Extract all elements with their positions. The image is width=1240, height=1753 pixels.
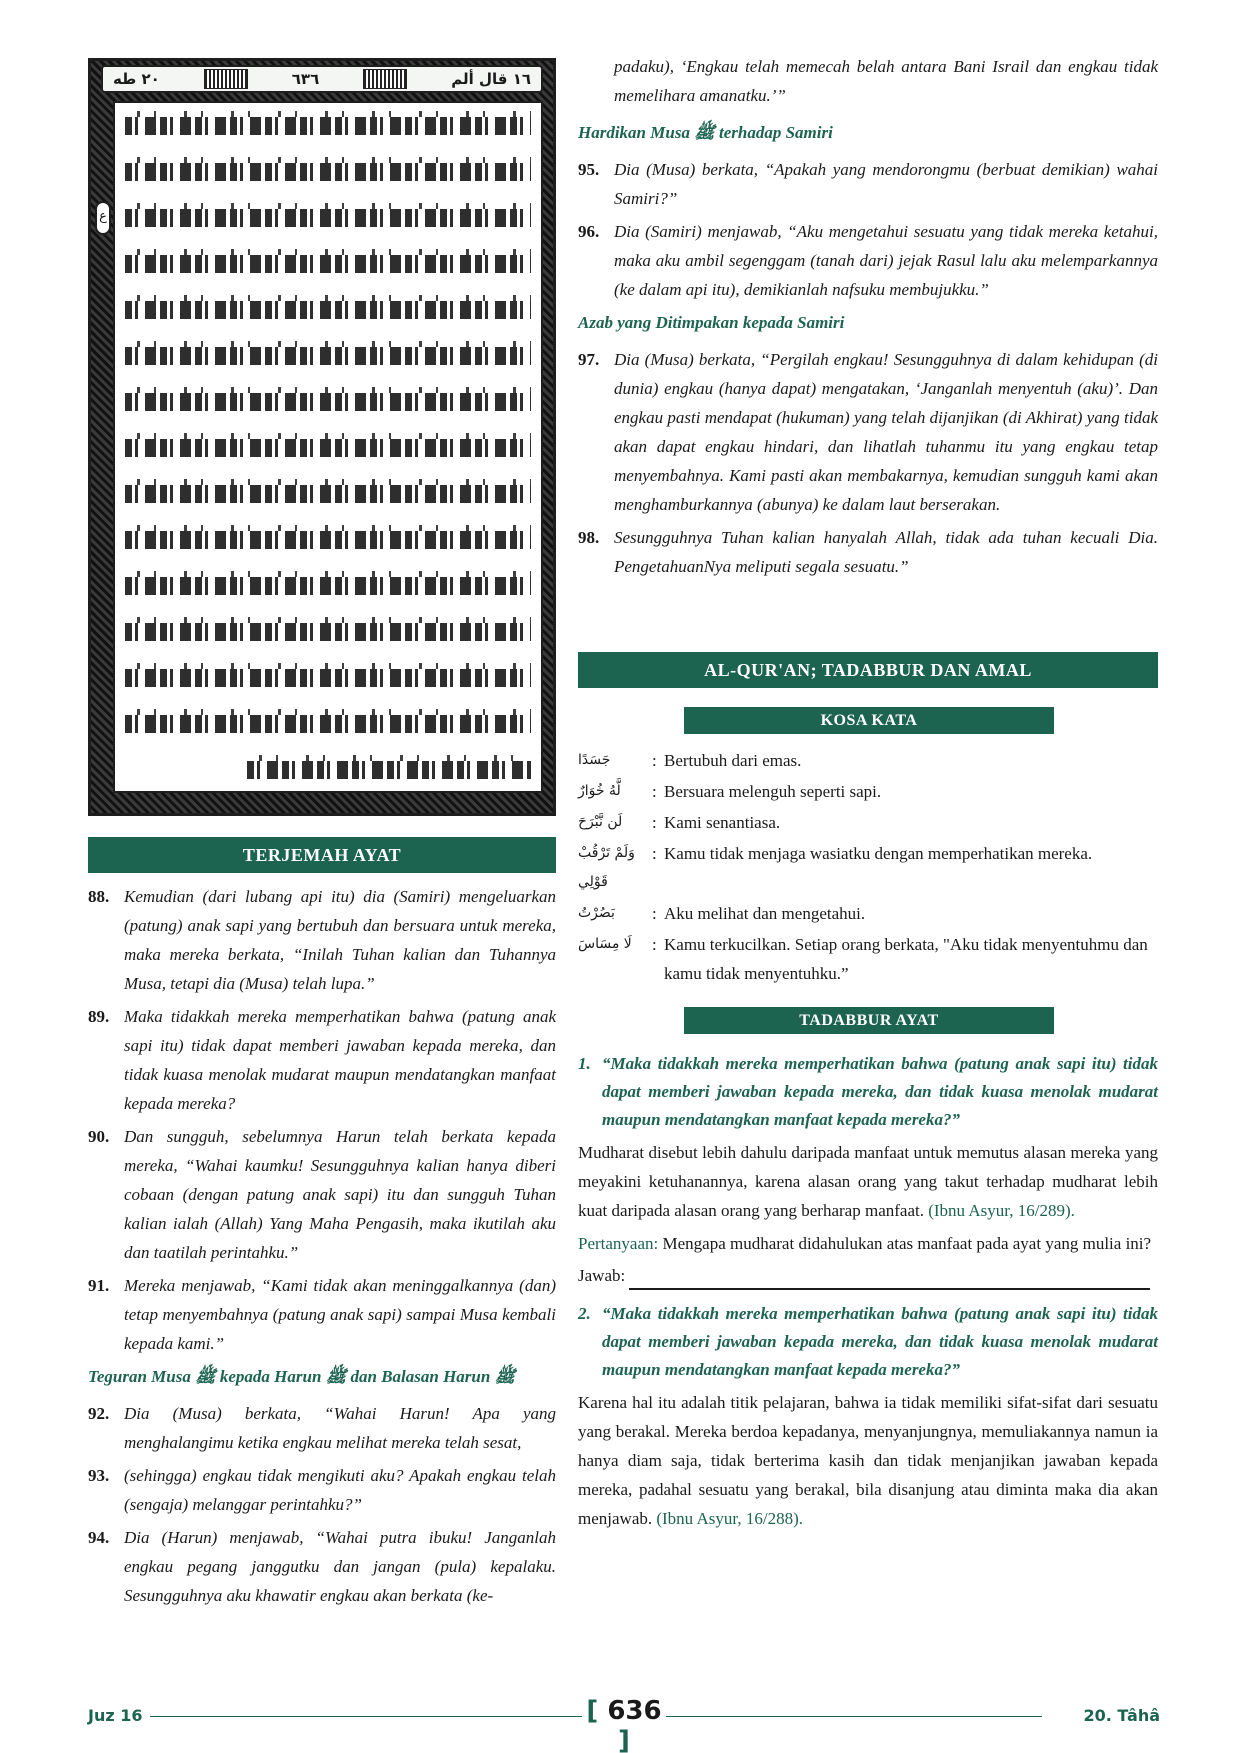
- section-title-tadabbur-ayat: TADABBUR AYAT: [684, 1007, 1054, 1034]
- verse-text: Dia (Harun) menjawab, “Wahai putra ibuku! Janganlah engkau pegang janggutku dan jangan (pula) kepalaku. Sesungguhnya aku khawatir engkau akan berkata (ke-: [124, 1528, 556, 1605]
- verse-item: [578, 523, 1158, 581]
- quran-text-line: [125, 341, 531, 369]
- quran-text-line: [125, 571, 531, 599]
- verse-number: 93.: [88, 1466, 110, 1485]
- tadabbur-quote-text: “Maka tidakkah mereka memperhatikan bahwa (patung anak sapi itu) tidak dapat memberi jawaban kepada mereka, dan tidak kuasa menolak mudarat maupun mendatangkan manfaat kepada mereka?”: [602, 1054, 1158, 1129]
- tadabbur-quote-text: “Maka tidakkah mereka memperhatikan bahwa (patung anak sapi itu) tidak dapat memberi jawaban kepada mereka, dan tidak kuasa menolak mudarat maupun mendatangkan manfaat kepada mereka?”: [602, 1304, 1158, 1379]
- arabic-term: وَلَمْ تَرْقُبْ قَوْلِي: [578, 845, 635, 890]
- vocabulary-item: [578, 777, 1158, 806]
- term-definition: Bersuara melenguh seperti sapi.: [664, 782, 882, 801]
- verse-item: [578, 345, 1158, 519]
- question-paragraph: [578, 1229, 1158, 1258]
- mushaf-header: [101, 65, 543, 93]
- vocabulary-item: [578, 839, 1158, 897]
- tadabbur-quote: [578, 1050, 1158, 1134]
- separator: :: [652, 813, 657, 832]
- verse-number: 98.: [578, 528, 600, 547]
- bracket: [: [586, 1696, 599, 1726]
- verse-item: [88, 1523, 556, 1610]
- verse-item: [578, 155, 1158, 213]
- quran-text-line: [125, 433, 531, 461]
- left-verse-column: [88, 882, 556, 1614]
- quran-text-line: [125, 663, 531, 691]
- verse-text: Mereka menjawab, “Kami tidak akan meninggalkannya (dan) tetap menyembahnya (patung anak sapi) sampai Musa kembali kepada kami.”: [124, 1276, 556, 1353]
- quran-text-line: [125, 111, 531, 139]
- reference: (Ibnu Asyur, 16/288).: [656, 1509, 804, 1528]
- arabic-term: لَّهُ خُوَارٌ: [578, 783, 621, 799]
- verse-item: [88, 1002, 556, 1118]
- tadabbur-section: [578, 1050, 1158, 1537]
- vocabulary-list: [578, 746, 1158, 990]
- subheading-azab: Azab yang Ditimpakan kepada Samiri: [578, 313, 845, 332]
- separator: :: [652, 782, 657, 801]
- quran-text-line: [125, 249, 531, 277]
- quran-text-line: [125, 203, 531, 231]
- verse-list: [578, 155, 1158, 304]
- arabic-term: لَا مِسَاسَ: [578, 936, 632, 952]
- subheading-hardikan: Hardikan Musa ﷺ terhadap Samiri: [578, 123, 833, 142]
- term-definition: Kamu tidak menjaga wasiatku dengan memperhatikan mereka.: [664, 844, 1093, 863]
- footer-rule: [150, 1716, 582, 1717]
- verse-number: 89.: [88, 1007, 110, 1026]
- answer-line[interactable]: [629, 1272, 1150, 1290]
- separator: :: [652, 904, 657, 923]
- verse-number: 95.: [578, 160, 600, 179]
- verse-text: Dia (Musa) berkata, “Apakah yang mendorongmu (berbuat demikian) wahai Samiri?”: [614, 160, 1158, 208]
- verse-number: 96.: [578, 222, 600, 241]
- page-number: [582, 1696, 666, 1753]
- tadabbur-quote: [578, 1300, 1158, 1384]
- verse-item: [88, 1122, 556, 1267]
- section-title-terjemah: TERJEMAH AYAT: [88, 837, 556, 873]
- verse-number: 97.: [578, 350, 600, 369]
- quran-text-line: [125, 617, 531, 645]
- term-definition: Bertubuh dari emas.: [664, 751, 802, 770]
- mushaf-text-panel: [113, 101, 543, 793]
- verse-text: Dia (Samiri) menjawab, “Aku mengetahui sesuatu yang tidak mereka ketahui, maka aku ambil segenggam (tanah dari) jejak Rasul lalu aku melemparkannya (ke dalam api itu), demikianlah nafsuku membujukku.”: [614, 222, 1158, 299]
- footer-rule: [666, 1716, 1042, 1717]
- tadabbur-body: Mudharat disebut lebih dahulu daripada manfaat untuk memutus alasan mereka yang meyakini ketuhanannya, karena alasan orang yang takut terhadap mudharat lebih kuat daripada alasan orang yang berharap manfaat.: [578, 1143, 1158, 1220]
- term-definition: Kami senantiasa.: [664, 813, 781, 832]
- verse-text: (sehingga) engkau tidak mengikuti aku? Apakah engkau telah (sengaja) melanggar perintahku?”: [124, 1466, 556, 1514]
- separator: :: [652, 844, 657, 863]
- separator: :: [652, 935, 657, 954]
- quran-text-line: [125, 525, 531, 553]
- verse-text: Dia (Musa) berkata, “Pergilah engkau! Sesungguhnya di dalam kehidupan (di dunia) engkau (hanya dapat) mengatakan, ‘Janganlah menyentuh (aku)’. Dan engkau pasti mendapat (hukuman) yang telah dijanjikan (di Akhirat) yang tidak akan dapat engkau hindari, dan lihatlah tuhanmu itu yang engkau tetap menyembahnya. Kami pasti akan membakarnya, kemudian sungguh kami akan menghamburkannya (abunya) ke dalam laut berserakan.: [614, 350, 1158, 514]
- tadabbur-paragraph: [578, 1388, 1158, 1533]
- tadabbur-number: 2.: [578, 1304, 591, 1323]
- quran-text-line: [125, 479, 531, 507]
- verse-list: [88, 882, 556, 1358]
- verse-text: Dia (Musa) berkata, “Wahai Harun! Apa yang menghalangimu ketika engkau melihat mereka telah sesat,: [124, 1404, 556, 1452]
- question-label: Pertanyaan:: [578, 1234, 659, 1253]
- section-title-kosa-kata: KOSA KATA: [684, 707, 1054, 734]
- quran-text-line: [125, 755, 531, 783]
- vocabulary-item: [578, 746, 1158, 775]
- tadabbur-number: 1.: [578, 1054, 591, 1073]
- verse-item: [578, 217, 1158, 304]
- tadabbur-body: Karena hal itu adalah titik pelajaran, bahwa ia tidak memiliki sifat-sifat dari sesuatu yang berakal. Mereka berdoa kepadanya, menyanjungnya, memuliakannya namun ia hanya diam saja, tidak berterima kasih dan tidak menjanjikan jawaban kepada mereka, padahal sesuatu yang berakal, bila disanjung atau diminta maka dia akan menjawab.: [578, 1393, 1158, 1528]
- verse-list: [578, 345, 1158, 581]
- question-text: Mengapa mudharat didahulukan atas manfaat pada ayat yang mulia ini?: [662, 1234, 1152, 1253]
- verse-number: 94.: [88, 1528, 110, 1547]
- answer-field[interactable]: [578, 1262, 1158, 1290]
- page-number-value: 636: [607, 1696, 662, 1726]
- term-definition: Kamu terkucilkan. Setiap orang berkata, "Aku tidak menyentuhmu dan kamu tidak menyentuhku.”: [664, 935, 1148, 983]
- verse-continuation: padaku), ‘Engkau telah memecah belah antara Bani Israil dan engkau tidak memelihara amanatku.’”: [614, 57, 1158, 105]
- subheading-teguran: Teguran Musa ﷺ kepada Harun ﷺ dan Balasan Harun ﷺ: [88, 1367, 516, 1386]
- page-footer: [88, 1696, 1160, 1753]
- vocabulary-item: [578, 808, 1158, 837]
- verse-text: Dan sungguh, sebelumnya Harun telah berkata kepada mereka, “Wahai kaumku! Sesungguhnya kalian hanya diberi cobaan (dengan patung anak sapi) itu dan sungguh Tuhan kalian ialah (Allah) Yang Maha Pengasih, maka ikutilah aku dan taatilah perintahku.”: [124, 1127, 556, 1262]
- vocabulary-item: [578, 930, 1158, 988]
- verse-number: 91.: [88, 1276, 110, 1295]
- ornament-icon: [204, 69, 248, 89]
- verse-item: [88, 882, 556, 998]
- section-title-tadabbur-amal: AL-QUR'AN; TADABBUR DAN AMAL: [578, 652, 1158, 688]
- verse-number: 88.: [88, 887, 110, 906]
- verse-text: Sesungguhnya Tuhan kalian hanyalah Allah, tidak ada tuhan kecuali Dia. PengetahuanNya meliputi segala sesuatu.”: [614, 528, 1158, 576]
- verse-item: [88, 1271, 556, 1358]
- arabic-term: جَسَدًا: [578, 752, 611, 768]
- footer-juz: Juz 16: [88, 1706, 143, 1725]
- verse-text: Maka tidakkah mereka memperhatikan bahwa (patung anak sapi itu) tidak dapat memberi jawaban kepada mereka, dan tidak kuasa menolak mudarat maupun mendatangkan manfaat kepada mereka?: [124, 1007, 556, 1113]
- right-verse-column: [578, 52, 1158, 585]
- quran-text-line: [125, 709, 531, 737]
- mushaf-header-juz: ١٦ قال ألم: [451, 70, 531, 88]
- verse-number: 90.: [88, 1127, 110, 1146]
- term-definition: Aku melihat dan mengetahui.: [664, 904, 866, 923]
- ornament-icon: [363, 69, 407, 89]
- reference: (Ibnu Asyur, 16/289).: [928, 1201, 1075, 1220]
- mushaf-header-page: ٦٣٦: [291, 70, 320, 88]
- answer-label: Jawab:: [578, 1266, 626, 1285]
- separator: :: [652, 751, 657, 770]
- tadabbur-paragraph: [578, 1138, 1158, 1225]
- quran-text-line: [125, 295, 531, 323]
- verse-list: [88, 1399, 556, 1610]
- bracket: ]: [618, 1726, 630, 1753]
- arabic-term: لَن نَّبْرَحَ: [578, 814, 623, 830]
- verse-number: 92.: [88, 1404, 110, 1423]
- quran-text-line: [125, 387, 531, 415]
- arabic-term: بَصُرْتُ: [578, 905, 615, 921]
- quran-text-line: [125, 157, 531, 185]
- mushaf-header-surah: ٢٠ طه: [113, 70, 160, 88]
- verse-item: [88, 1399, 556, 1457]
- footer-surah: 20. Tâhâ: [1083, 1706, 1160, 1725]
- verse-item: [88, 1461, 556, 1519]
- mushaf-page-image: [88, 58, 556, 816]
- verse-text: Kemudian (dari lubang api itu) dia (Samiri) mengeluarkan (patung) anak sapi yang bertubuh dan bersuara untuk mereka, maka mereka berkata, “Inilah Tuhan kalian dan Tuhannya Musa, tetapi dia (Musa) telah lupa.”: [124, 887, 556, 993]
- vocabulary-item: [578, 899, 1158, 928]
- ruku-mark: ع: [95, 201, 111, 235]
